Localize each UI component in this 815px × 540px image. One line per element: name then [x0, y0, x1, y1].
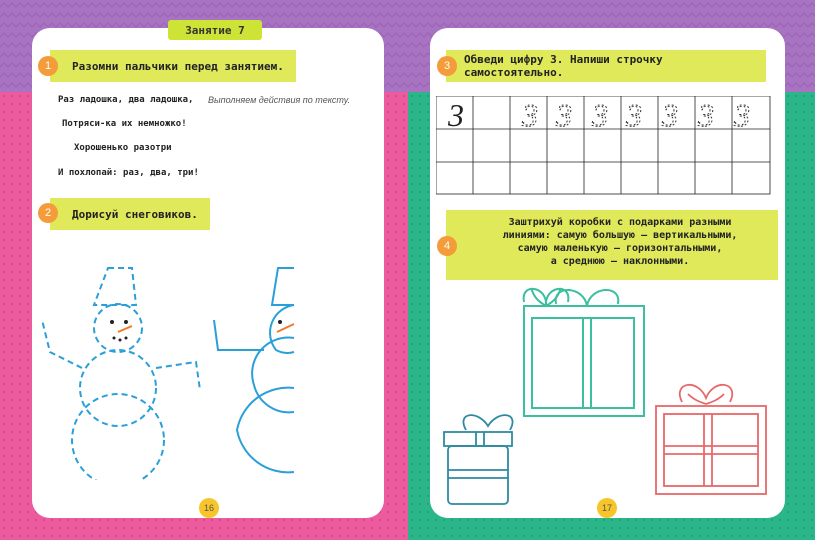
task4-line-1: Заштрихуй коробки с подарками разными — [508, 217, 732, 228]
svg-text:3: 3 — [556, 97, 572, 133]
task3-text: Обведи цифру 3. Напиши строчку самостоятельно. — [464, 53, 663, 79]
task3-banner — [446, 50, 766, 82]
task1-text: Разомни пальчики перед занятием. — [72, 59, 284, 73]
task3-number-badge: 3 — [437, 56, 457, 76]
task4-line-4: а среднюю — наклонными. — [550, 256, 690, 267]
task4-number-badge: 4 — [437, 236, 457, 256]
poem-line-1: Раз ладошка, два ладошка, — [58, 95, 194, 105]
task1-number-badge: 1 — [38, 56, 58, 76]
page-number-left: 16 — [199, 498, 219, 518]
svg-text:3: 3 — [734, 97, 750, 133]
dashed-snowman — [42, 268, 200, 480]
task2-text: Дорисуй снеговиков. — [72, 207, 198, 221]
small-gift-box — [444, 415, 513, 504]
snowmen-drawing — [32, 250, 302, 480]
page-number-right: 17 — [597, 498, 617, 518]
task4-line-3: самую маленькую — горизонтальными, — [517, 243, 723, 254]
task1-banner — [50, 50, 296, 82]
task2-banner — [50, 198, 210, 230]
sample-digit: 3 — [448, 97, 464, 133]
poem-line-4: И похлопай: раз, два, три! — [58, 168, 199, 178]
svg-text:3: 3 — [698, 97, 714, 133]
svg-text:3: 3 — [592, 97, 608, 133]
poem-line-3: Хорошенько разотри — [74, 143, 172, 153]
svg-text:3: 3 — [662, 97, 678, 133]
medium-gift-box — [656, 385, 766, 494]
svg-text:3: 3 — [522, 97, 538, 133]
svg-text:3: 3 — [626, 97, 642, 133]
task4-line-2: линиями: самую большую — вертикальными, — [502, 230, 738, 241]
carrot-nose — [118, 326, 132, 332]
task1-hint: Выполняем действия по тексту. — [208, 95, 351, 105]
handwriting-grid — [436, 96, 774, 196]
gift-boxes — [436, 282, 776, 512]
poem-line-2: Потряси-ка их немножко! — [62, 119, 187, 129]
large-gift-box — [524, 288, 644, 416]
task4-text — [470, 216, 770, 268]
lesson-title: Занятие 7 — [168, 20, 262, 40]
partial-snowman — [214, 268, 294, 472]
task2-number-badge: 2 — [38, 203, 58, 223]
